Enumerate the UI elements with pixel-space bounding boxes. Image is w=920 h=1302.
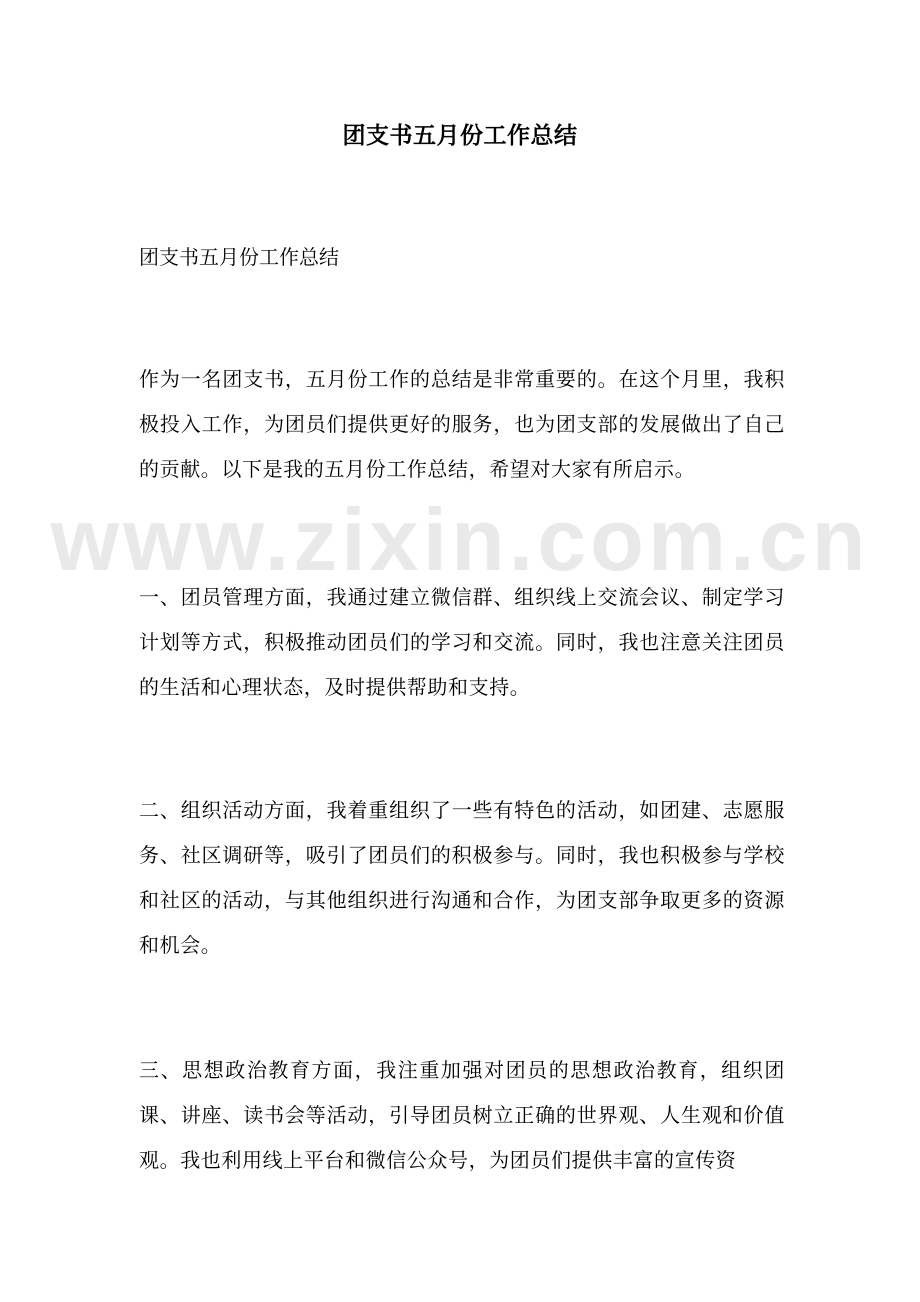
paragraph-political-education: 三、思想政治教育方面，我注重加强对团员的思想政治教育，组织团课、讲座、读书会等活动，引导团员树立正确的世界观、人生观和价值观。我也利用线上平台和微信公众号，为团员们提供丰富的宣传资 — [139, 1058, 785, 1172]
document-subtitle: 团支书五月份工作总结 — [139, 245, 339, 269]
paragraph-intro: 作为一名团支书，五月份工作的总结是非常重要的。在这个月里，我积极投入工作，为团员们提供更好的服务，也为团支部的发展做出了自己的贡献。以下是我的五月份工作总结，希望对大家有所启示。 — [139, 367, 785, 481]
document-title: 团支书五月份工作总结 — [342, 122, 578, 149]
watermark: www.zixin.com.cn — [50, 490, 870, 589]
paragraph-member-management: 一、团员管理方面，我通过建立微信群、组织线上交流会议、制定学习计划等方式，积极推动团员们的学习和交流。同时，我也注意关注团员的生活和心理状态，及时提供帮助和支持。 — [139, 585, 785, 699]
paragraph-activities: 二、组织活动方面，我着重组织了一些有特色的活动，如团建、志愿服务、社区调研等，吸引了团员们的积极参与。同时，我也积极参与学校和社区的活动，与其他组织进行沟通和合作，为团支部争取更多的资源和机会。 — [139, 798, 785, 957]
